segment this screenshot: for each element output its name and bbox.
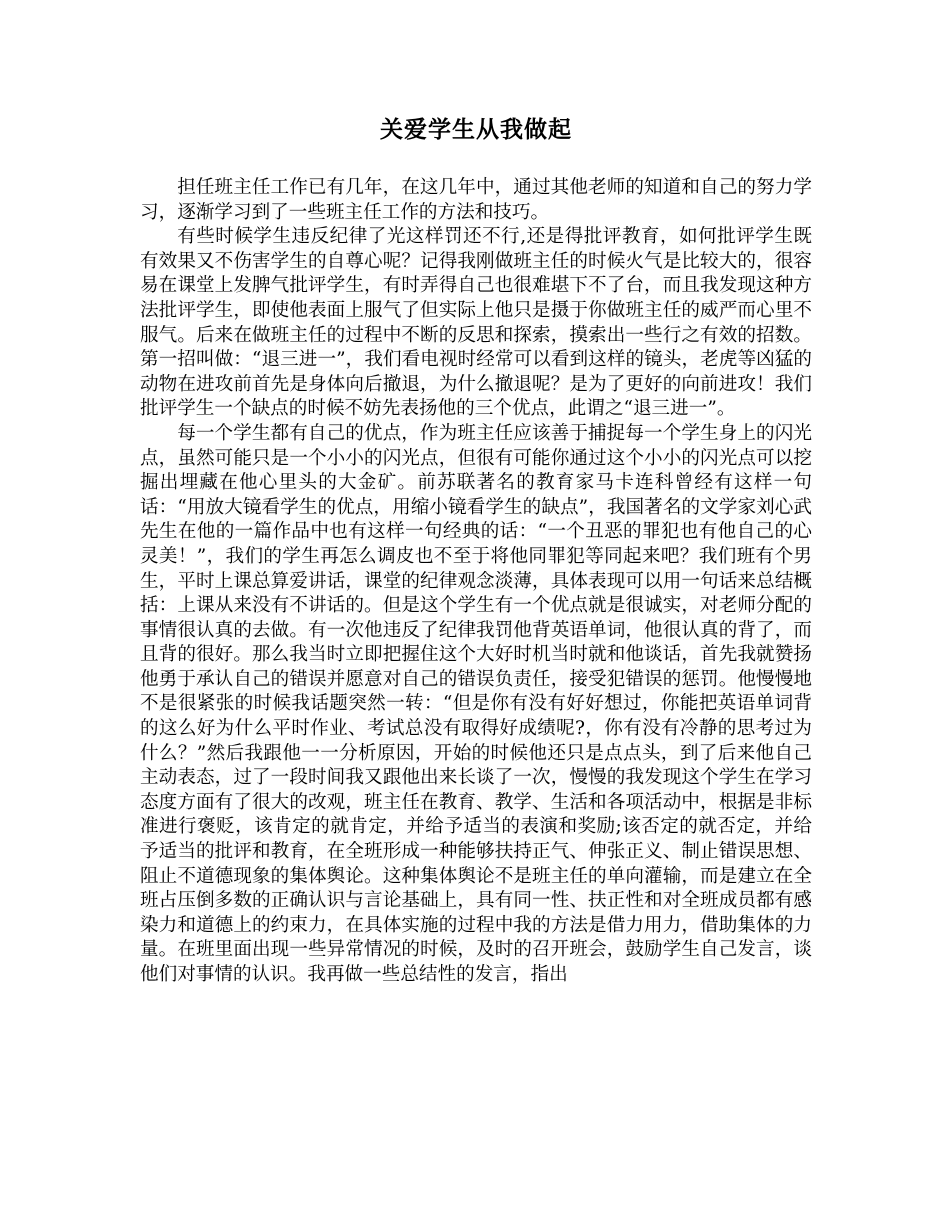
document-body — [140, 176, 812, 988]
paragraph: 担任班主任工作已有几年，在这几年中，通过其他老师的知道和自己的努力学习，逐渐学习到了一些班主任工作的方法和技巧。 — [140, 177, 812, 223]
paragraph: 每一个学生都有自己的优点，作为班主任应该善于捕捉每一个学生身上的闪光点，虽然可能只是一个小小的闪光点，但很有可能你通过这个小小的闪光点可以挖掘出埋藏在他心里头的大金矿。前苏联著名的教育家马卡连科曾经有这样一句话：“用放大镜看学生的优点，用缩小镜看学生的缺点”，我国著名的文学家刘心武先生在他的一篇作品中也有这样一句经典的话：“一个丑恶的罪犯也有他自己的心灵美！”，我们的学生再怎么调皮也不至于将他同罪犯等同起来吧？我们班有个男生，平时上课总算爱讲话，课堂的纪律观念淡薄，具体表现可以用一句话来总结概括：上课从来没有不讲话的。但是这个学生有一个优点就是很诚实，对老师分配的事情很认真的去做。有一次他违反了纪律我罚他背英语单词，他很认真的背了，而且背的很好。那么我当时立即把握住这个大好时机当时就和他谈话，首先我就赞扬他勇于承认自己的错误并愿意对自己的错误负责任，接受犯错误的惩罚。他慢慢地不是很紧张的时候我话题突然一转：“但是你有没有好好想过，你能把英语单词背的这么好为什么平时作业、考试总没有取得好成绩呢?，你有没有冷静的思考过为什么？”然后我跟他一一分析原因，开始的时候他还只是点点头，到了后来他自己主动表态，过了一段时间我又跟他出来长谈了一次，慢慢的我发现这个学生在学习态度方面有了很大的改观，班主任在教育、教学、生活和各项活动中，根据是非标准进行褒贬，该肯定的就肯定，并给予适当的表演和奖励;该否定的就否定，并给予适当的批评和教育，在全班形成一种能够扶持正气、伸张正义、制止错误思想、阻止不道德现象的集体舆论。这种集体舆论不是班主任的单向灌输，而是建立在全班占压倒多数的正确认识与言论基础上，具有同一性、扶正性和对全班成员都有感染力和道德上的约束力，在具体实施的过程中我的方法是借力用力，借助集体的力量。在班里面出现一些异常情况的时候，及时的召开班会，鼓励学生自己发言，谈他们对事情的认识。我再做一些总结性的发言，指出 — [140, 422, 812, 985]
document-title: 关爱学生从我做起 — [380, 116, 572, 143]
paragraph: 有些时候学生违反纪律了光这样罚还不行,还是得批评教育，如何批评学生既有效果又不伤害学生的自尊心呢？记得我刚做班主任的时候火气是比较大的，很容易在课堂上发脾气批评学生，有时弄得自己也很难堪下不了台，而且我发现这种方法批评学生，即使他表面上服气了但实际上他只是摄于你做班主任的威严而心里不服气。后来在做班主任的过程中不断的反思和探索，摸索出一些行之有效的招数。第一招叫做：“退三进一”，我们看电视时经常可以看到这样的镜头，老虎等凶猛的动物在进攻前首先是身体向后撤退，为什么撤退呢？是为了更好的向前进攻！我们批评学生一个缺点的时候不妨先表扬他的三个优点，此谓之“退三进一”。 — [140, 226, 812, 420]
document-page — [140, 112, 812, 988]
